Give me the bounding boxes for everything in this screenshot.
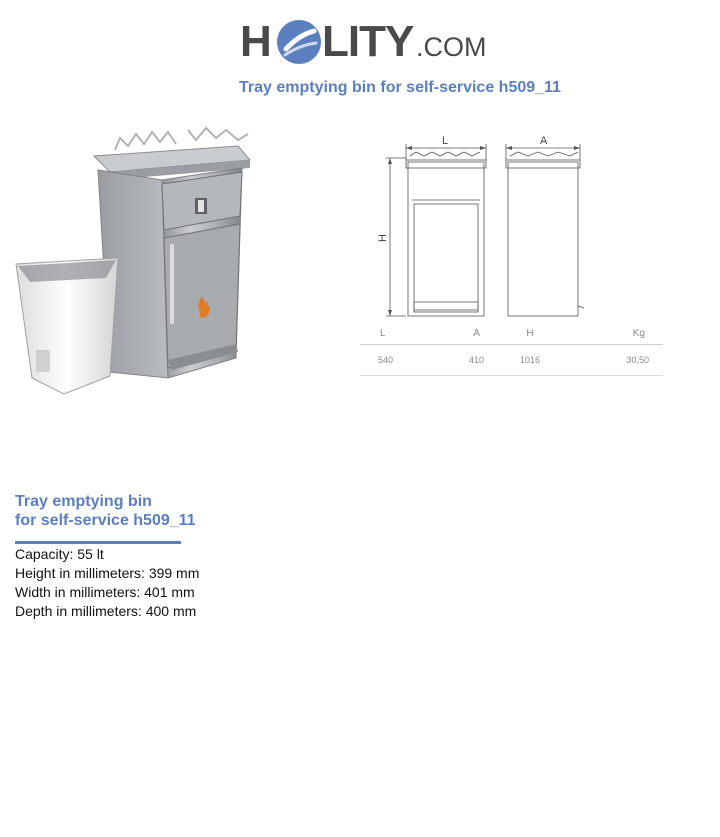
logo-o-globe-icon bbox=[276, 19, 322, 65]
dimension-label-h: H bbox=[377, 234, 389, 242]
spec-capacity: Capacity: 55 lt bbox=[15, 546, 104, 562]
logo-suffix-com: .COM bbox=[416, 32, 487, 62]
product-description-title bbox=[15, 492, 275, 530]
description-title-line-2: for self-service h509_11 bbox=[15, 512, 196, 529]
dimensions-table bbox=[360, 322, 663, 376]
description-title-line-1: Tray emptying bin bbox=[15, 493, 152, 510]
spec-depth: Depth in millimeters: 400 mm bbox=[15, 603, 197, 619]
table-header-a: A bbox=[453, 322, 500, 345]
dimension-label-a: A bbox=[540, 135, 548, 147]
title-underline bbox=[15, 541, 181, 544]
table-header-row bbox=[360, 322, 663, 345]
table-cell-kg: 30,50 bbox=[560, 345, 663, 376]
product-image bbox=[10, 120, 275, 405]
logo-letters-lity: LITY bbox=[322, 17, 414, 66]
table-header-h: H bbox=[500, 322, 560, 345]
table-cell-l: 540 bbox=[360, 345, 453, 376]
table-header-kg: Kg bbox=[560, 322, 663, 345]
table-cell-h: 1016 bbox=[500, 345, 560, 376]
table-header-l: L bbox=[360, 322, 453, 345]
spec-width: Width in millimeters: 401 mm bbox=[15, 584, 195, 600]
holity-logo[interactable] bbox=[240, 14, 490, 70]
page-title: Tray emptying bin for self-service h509_11 bbox=[239, 79, 561, 96]
spec-height: Height in millimeters: 399 mm bbox=[15, 565, 200, 581]
logo-letter-h: H bbox=[240, 17, 271, 66]
dimension-label-l: L bbox=[442, 135, 449, 147]
spec-list bbox=[15, 545, 199, 621]
table-cell-a: 410 bbox=[453, 345, 500, 376]
table-row bbox=[360, 345, 663, 376]
